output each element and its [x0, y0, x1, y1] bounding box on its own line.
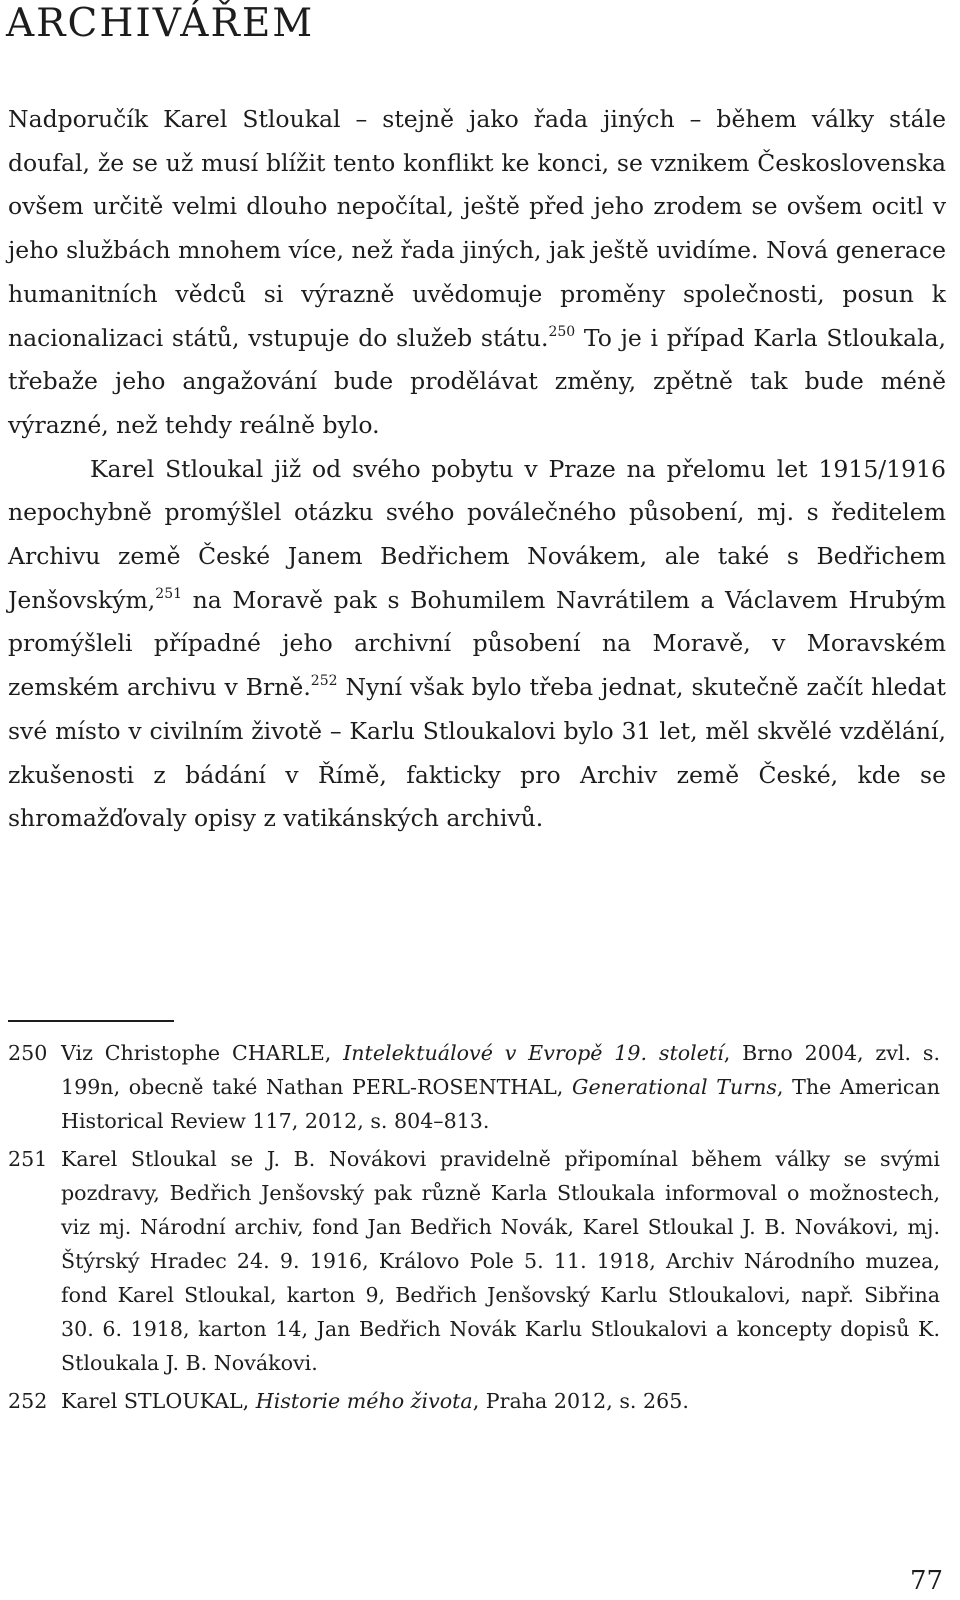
footnote-separator	[8, 1020, 174, 1022]
footnote-251	[8, 1142, 940, 1380]
paragraph-text: Nyní však bylo třeba jednat, skutečně začít hledat své místo v civilním životě – Karlu Stloukalovi bylo 31 let, měl skvělé vzdělání, zkušenosti z bádání v Římě, fakticky pro Archiv země České, kde se shromažďovaly opisy z vatikánských archivů.	[8, 673, 947, 833]
footnote-number: 252	[8, 1389, 48, 1413]
body-paragraph-2	[8, 448, 946, 841]
footnote-ref-252: 252	[310, 673, 338, 690]
footnote-252	[8, 1384, 940, 1418]
footnote-250	[8, 1036, 940, 1138]
footnotes	[8, 1036, 940, 1422]
footnote-text: Karel STLOUKAL,	[61, 1389, 256, 1413]
running-head: ARCHIVÁŘEM	[6, 1, 315, 46]
footnote-number: 250	[8, 1041, 48, 1065]
footnote-book-title: Historie mého života	[255, 1389, 473, 1413]
paragraph-text: na Moravě pak s Bohumilem Navrátilem a Václavem Hrubým promýšleli případné jeho archivní působení na Moravě, v Moravském zemském archivu v Brně.	[8, 585, 946, 702]
paragraph-text: Karel Stloukal již od svého pobytu v Praze na přelomu let 1915/1916 nepochybně promýšlel otázku svého poválečného působení, mj. s ředitelem Archivu země České Janem Bedřichem Novákem, ale také s Bedřichem Jenšovským,	[8, 454, 946, 614]
footnote-article-title: Generational Turns	[572, 1075, 777, 1099]
page-number: 77	[910, 1566, 944, 1596]
footnote-text: , Praha 2012, s. 265.	[472, 1389, 689, 1413]
footnote-number: 251	[8, 1147, 48, 1171]
footnote-text: Viz Christophe CHARLE,	[61, 1041, 344, 1065]
footnote-ref-250: 250	[548, 323, 576, 340]
paragraph-text: To je i případ Karla Stloukala, třebaže jeho angažování bude prodělávat změny, zpětně tak bude méně výrazné, než tehdy reálně bylo.	[8, 323, 946, 439]
main-text	[8, 98, 946, 841]
footnote-book-title: Intelektuálové v Evropě 19. století	[343, 1041, 724, 1065]
footnote-ref-251: 251	[155, 585, 183, 602]
body-paragraph-1	[8, 98, 946, 448]
footnote-text: , The American Historical Review 117, 2012, s. 804–813.	[61, 1075, 940, 1133]
paragraph-text: Nadporučík Karel Stloukal – stejně jako řada jiných – během války stále doufal, že se už musí blížit tento konflikt ke konci, se vznikem Československa ovšem určitě velmi dlouho nepočítal, ještě před jeho zrodem se ovšem ocitl v jeho službách mnohem více, než řada jiných, jak ještě uvidíme. Nová generace humanitních vědců si výrazně uvědomuje proměny společnosti, posun k nacionalizaci států, vstupuje do služeb státu.	[8, 105, 946, 352]
footnote-text: , Brno 2004, zvl. s. 199n, obecně také Nathan PERL-ROSENTHAL,	[61, 1041, 941, 1099]
footnote-text: Karel Stloukal se J. B. Novákovi pravidelně připomínal během války se svými pozdravy, Bedřich Jenšovský pak různě Karla Stloukala informoval o možnostech, viz mj. Národní archiv, fond Jan Bedřich Novák, Karel Stloukal J. B. Novákovi, mj. Štýrský Hradec 24. 9. 1916, Královo Pole 5. 11. 1918, Archiv Národního muzea, fond Karel Stloukal, karton 9, Bedřich Jenšovský Karlu Stloukalovi, např. Sibřina 30. 6. 1918, karton 14, Jan Bedřich Novák Karlu Stloukalovi a koncepty dopisů K. Stloukala J. B. Novákovi.	[61, 1147, 940, 1375]
